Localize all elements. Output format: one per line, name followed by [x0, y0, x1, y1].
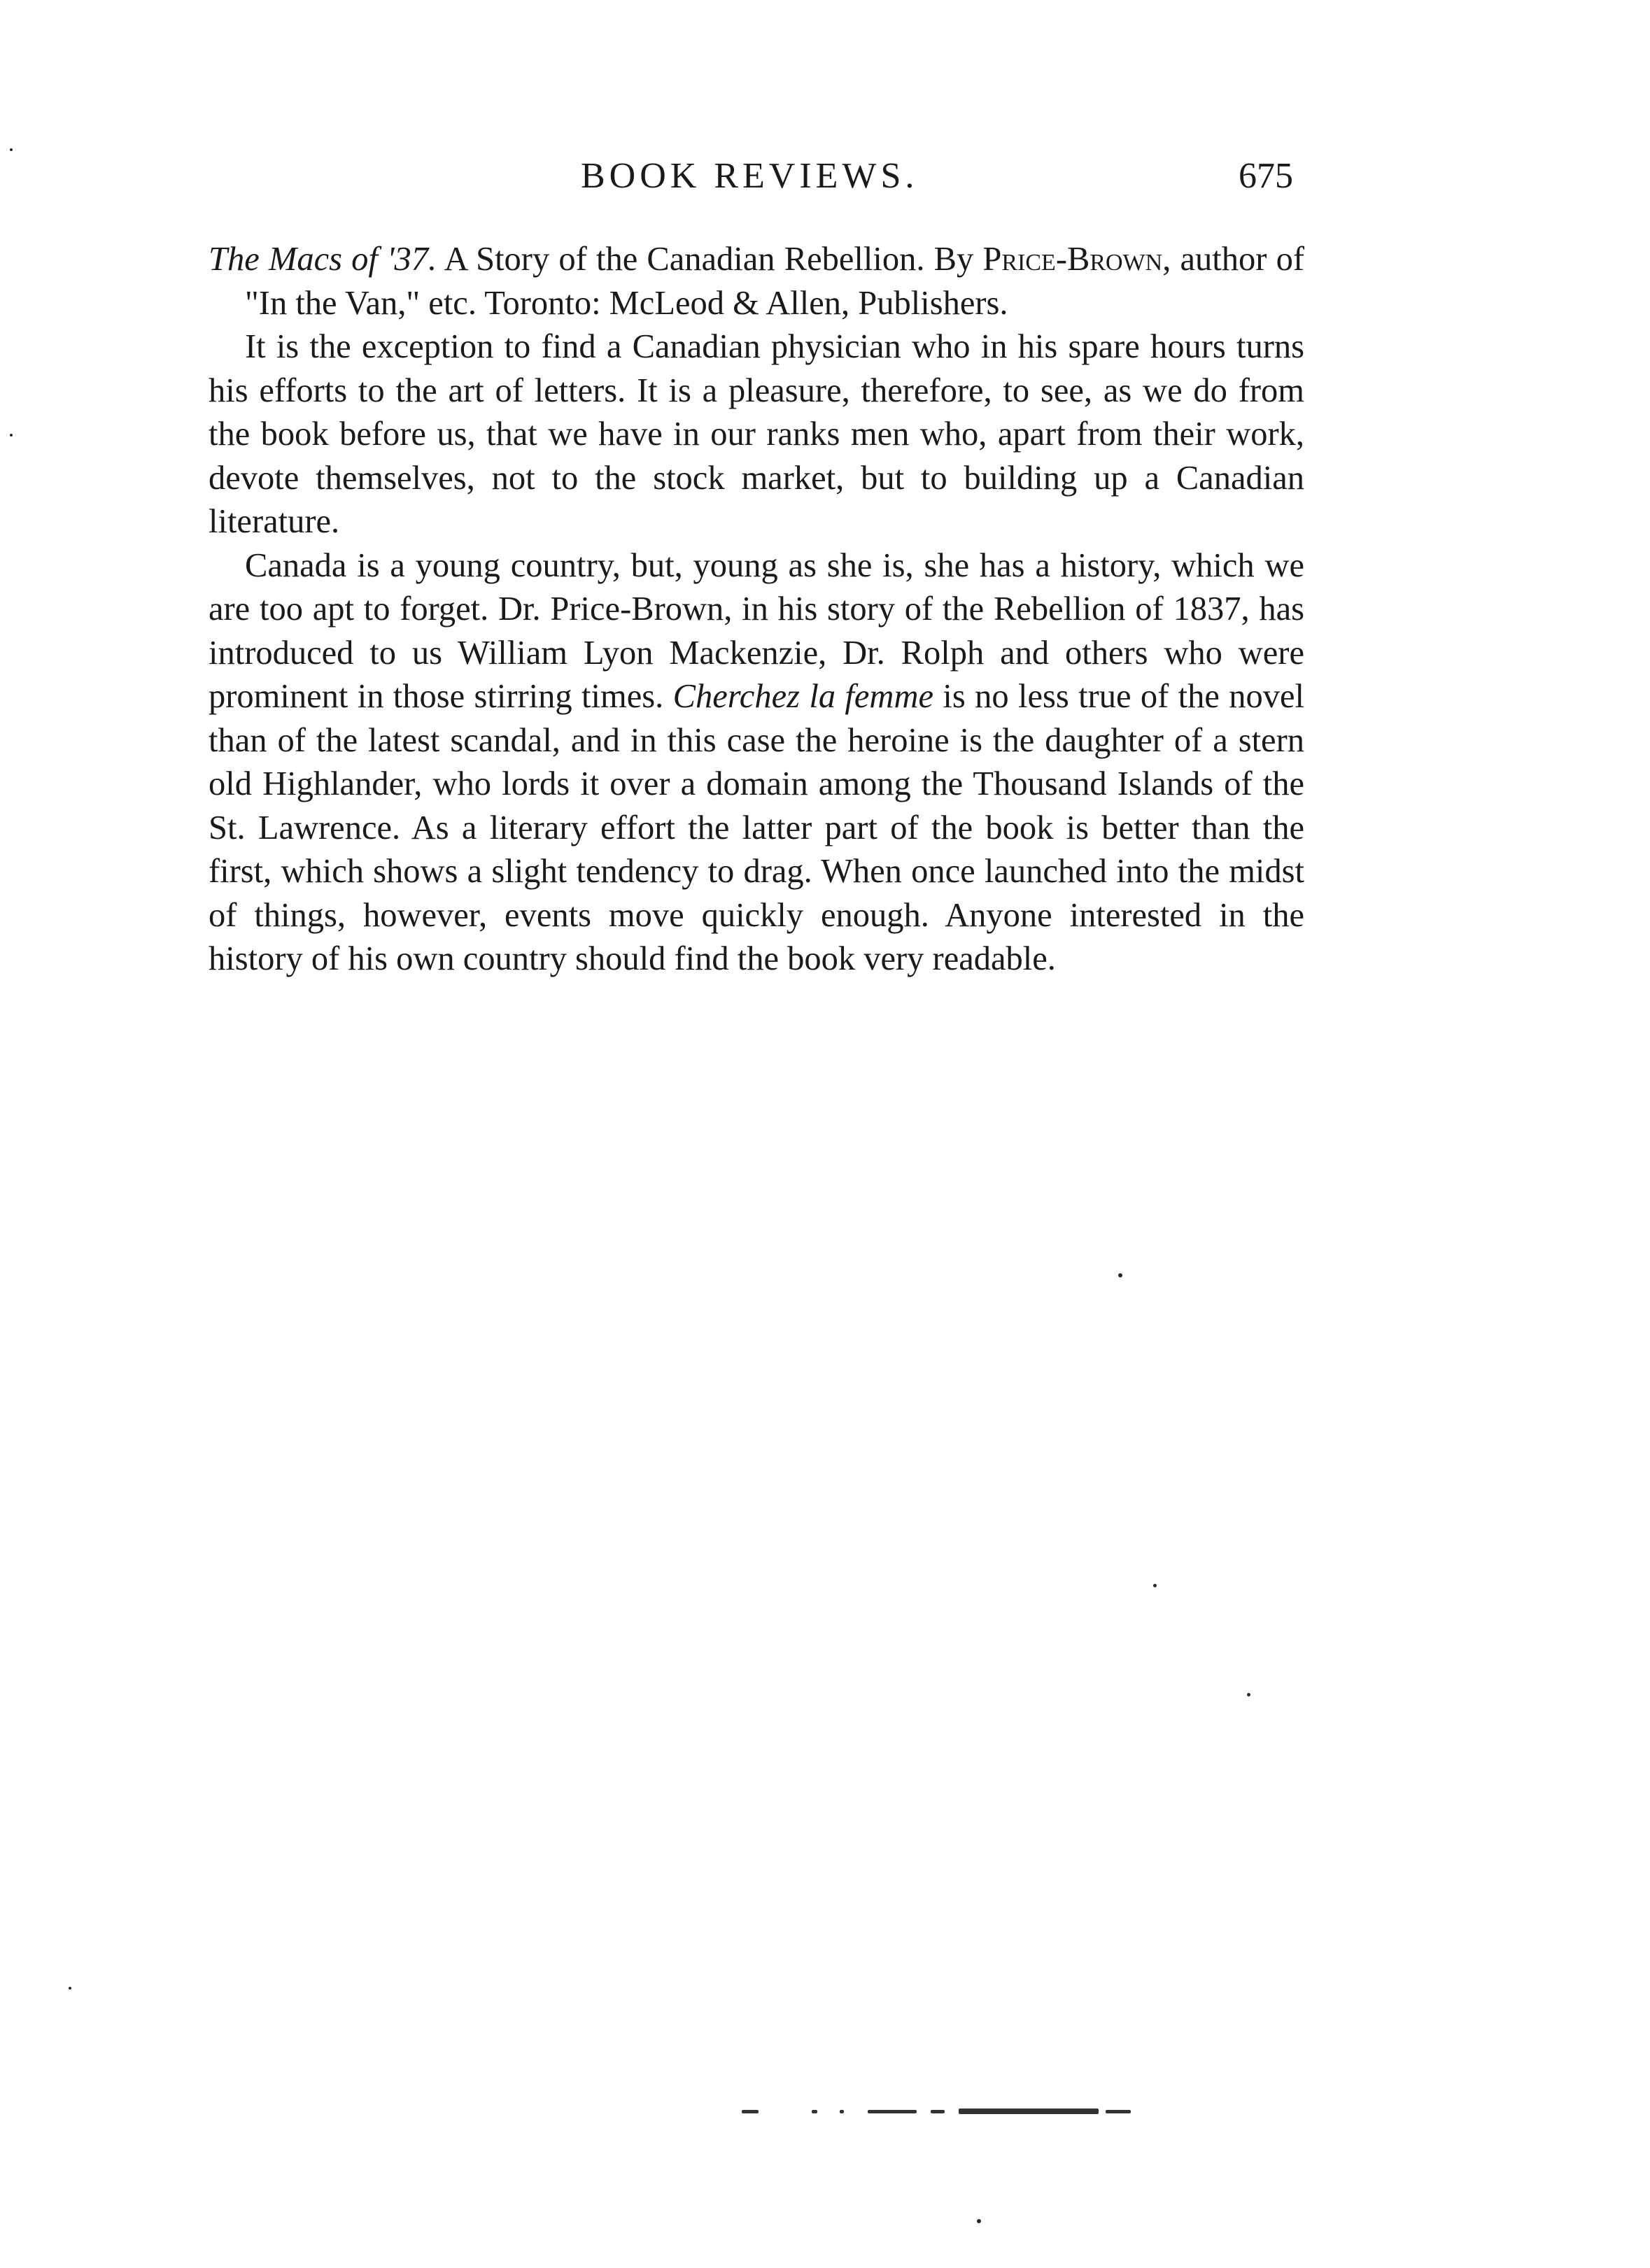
book-title: The Macs of '37.: [209, 241, 437, 278]
book-citation: [209, 238, 1304, 325]
printer-mark: [742, 2107, 1134, 2117]
scan-speck: [10, 148, 13, 151]
review-paragraph-2: [209, 544, 1304, 981]
scan-speck: [1118, 1273, 1122, 1277]
scan-speck: [977, 2219, 981, 2223]
scan-speck: [10, 434, 13, 437]
page-number: 675: [1239, 156, 1293, 196]
scan-speck: [1153, 1584, 1157, 1587]
review-paragraph-1: It is the exception to find a Canadian physician who in his spare hours turns his efforts to the art of letters. It is a pleasure, therefore, to see, as we do from the book before us, that we have in our ranks men who, apart from their work, devote themselves, not to the stock market, but to building up a Canadian literature.: [209, 328, 1304, 540]
scan-speck: [69, 1987, 71, 1990]
review-body: [209, 238, 1304, 981]
book-subtitle: A Story of the Canadian Rebellion. By: [437, 241, 983, 278]
book-publication-details: author of "In the Van," etc. Toronto: McLeod & Allen, Publishers.: [245, 241, 1304, 322]
running-head: BOOK REVIEWS.: [581, 156, 919, 196]
paragraph-2-italic-phrase: Cherchez la femme: [672, 678, 934, 715]
paragraph-2-text-after: is no less true of the novel than of the latest scandal, and in this case the heroine is the daughter of a stern old Highlander, who lords it over a domain among the Thousand Islands of the St. Lawrence. As a literary effort the latter part of the book is better than the first, which shows a slight tendency to drag. When once launched into the midst of things, however, events move quickly enough. Anyone interested in the history of his own country should find the book very readable.: [209, 678, 1304, 977]
paragraph-2-text-before: Canada is a young country, but, young as she is, she has a history, which we are too apt to forget. Dr. Price-Brown, in his story of the Rebellion of 1837, has introduced to us William Lyon Mackenzie, Dr. Rolph and others who were prominent in those stirring times.: [209, 546, 1304, 715]
book-author: Price-Brown,: [982, 241, 1171, 278]
scan-speck: [1247, 1693, 1250, 1696]
